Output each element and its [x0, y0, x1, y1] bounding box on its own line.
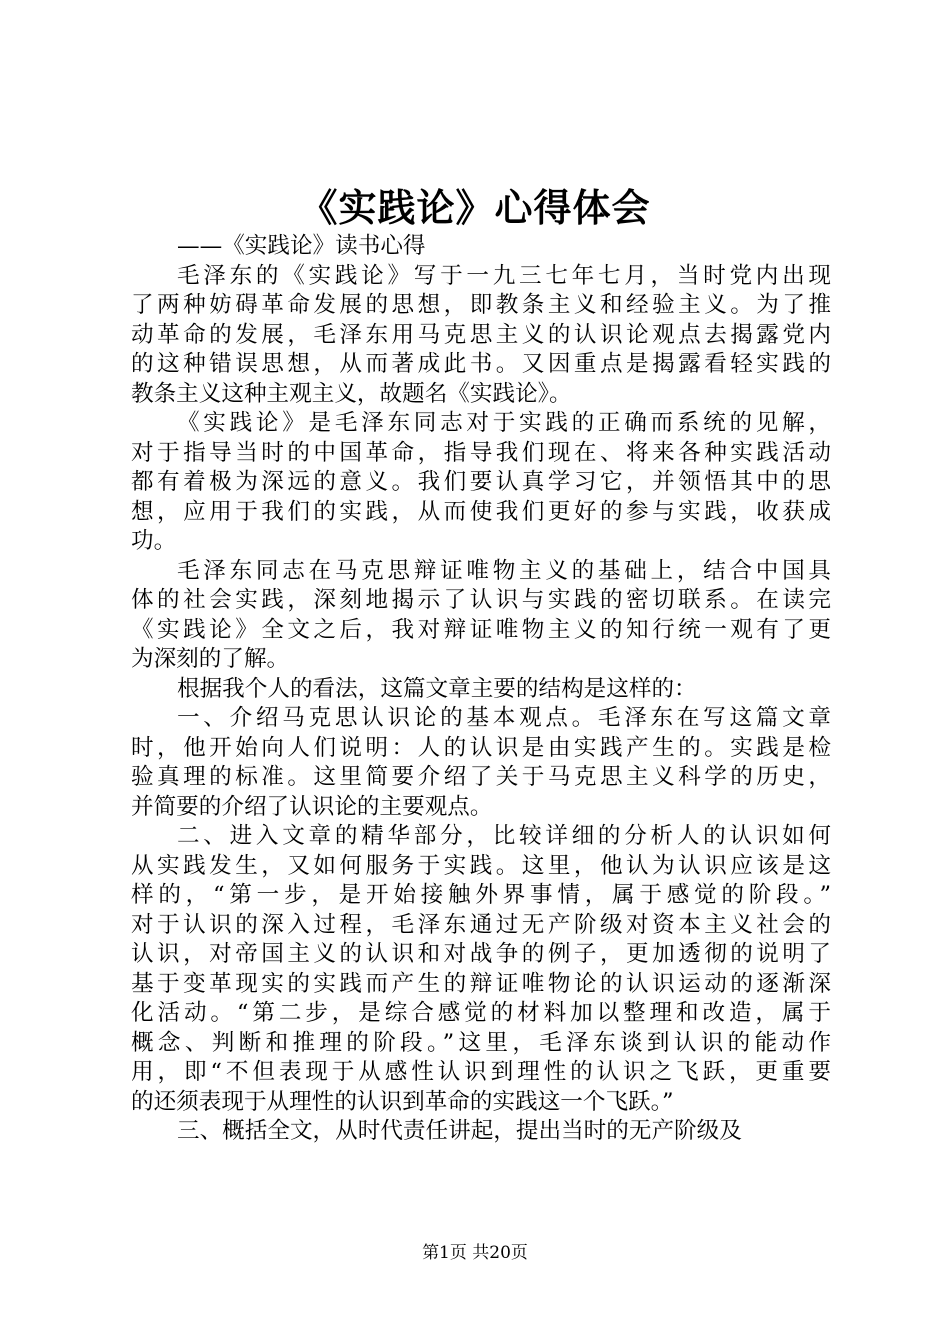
- paragraph-line: 并简要的介绍了认识论的主要观点。: [131, 793, 493, 820]
- paragraph-line: 认识，对帝国主义的认识和对战争的例子，更加透彻的说明了: [131, 941, 831, 967]
- paragraph-line: 样的，“第一步，是开始接触外界事情，属于感觉的阶段。”: [131, 882, 831, 908]
- document-subtitle: ——《实践论》读书心得: [177, 233, 426, 259]
- paragraph-line: 二、进入文章的精华部分，比较详细的分析人的认识如何: [177, 823, 831, 849]
- paragraph-line: 功。: [131, 528, 177, 554]
- paragraph-line: 用，即“不但表现于从感性认识到理性的认识之飞跃，更重要: [131, 1059, 831, 1085]
- paragraph-line: 体的社会实践，深刻地揭示了认识与实践的密切联系。在读完: [131, 587, 831, 613]
- paragraph-line: 的这种错误思想，从而著成此书。又因重点是揭露看轻实践的: [131, 351, 831, 377]
- paragraph-line: 毛泽东的《实践论》写于一九三七年七月，当时党内出现: [177, 262, 831, 289]
- paragraph-line: 为深刻的了解。: [131, 646, 290, 672]
- paragraph-line: 验真理的标准。这里简要介绍了关于马克思主义科学的历史，: [131, 764, 831, 790]
- paragraph-line: 对于指导当时的中国革命，指导我们现在、将来各种实践活动: [131, 439, 831, 466]
- paragraph-line: 《实践论》是毛泽东同志对于实践的正确而系统的见解，: [177, 410, 831, 436]
- paragraph-line: 毛泽东同志在马克思辩证唯物主义的基础上，结合中国具: [177, 557, 831, 584]
- paragraph-line: 教条主义这种主观主义，故题名《实践论》。: [131, 380, 572, 407]
- paragraph-line: 的还须表现于从理性的认识到革命的实践这一个飞跃。”: [131, 1088, 674, 1115]
- paragraph: [131, 557, 831, 675]
- paragraph-line: 基于变革现实的实践而产生的辩证唯物论的认识运动的逐渐深: [131, 970, 831, 997]
- paragraph-line: 时，他开始向人们说明：人的认识是由实践产生的。实践是检: [131, 734, 831, 761]
- paragraph-list: [131, 262, 831, 1147]
- page-footer: 第1页 共20页: [422, 1243, 528, 1263]
- paragraph-line: 三、概括全文，从时代责任讲起，提出当时的无产阶级及: [177, 1118, 742, 1144]
- paragraph-line: 对于认识的深入过程，毛泽东通过无产阶级对资本主义社会的: [131, 911, 831, 938]
- paragraph: [131, 1117, 831, 1147]
- paragraph: [131, 675, 831, 705]
- paragraph-line: 概念、判断和推理的阶段。”这里，毛泽东谈到认识的能动作: [131, 1029, 831, 1056]
- paragraph: [131, 704, 831, 822]
- paragraph-line: 了两种妨碍革命发展的思想，即教条主义和经验主义。为了推: [131, 292, 831, 318]
- document-title: 《实践论》心得体会: [299, 186, 651, 230]
- paragraph-line: 动革命的发展，毛泽东用马克思主义的认识论观点去揭露党内: [131, 321, 831, 348]
- paragraph-line: 根据我个人的看法，这篇文章主要的结构是这样的：: [177, 675, 697, 702]
- paragraph-line: 《实践论》全文之后，我对辩证唯物主义的知行统一观有了更: [131, 616, 831, 643]
- document-body: [131, 232, 831, 1147]
- paragraph-line: 想，应用于我们的实践，从而使我们更好的参与实践，收获成: [131, 498, 831, 525]
- paragraph: [131, 262, 831, 410]
- paragraph: [131, 409, 831, 557]
- paragraph-line: 化活动。“第二步，是综合感觉的材料加以整理和改造，属于: [131, 1000, 831, 1026]
- paragraph: [131, 822, 831, 1117]
- paragraph-line: 从实践发生，又如何服务于实践。这里，他认为认识应该是这: [131, 852, 831, 879]
- paragraph-line: 都有着极为深远的意义。我们要认真学习它，并领悟其中的思: [131, 469, 831, 495]
- paragraph-line: 一、介绍马克思认识论的基本观点。毛泽东在写这篇文章: [177, 705, 831, 731]
